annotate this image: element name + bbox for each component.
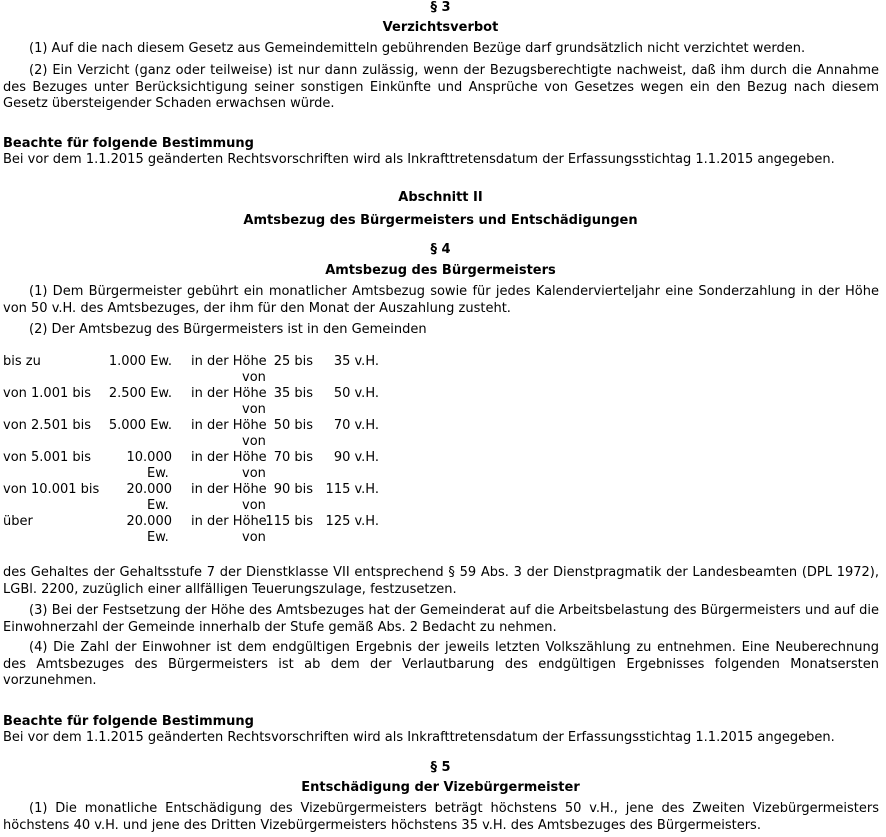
section-number-3: § 3	[430, 0, 451, 15]
row-range-unit: Ew.	[147, 498, 169, 513]
row-pct-from: 35 bis	[273, 386, 313, 401]
row-von: von	[242, 530, 266, 545]
row-range-from: über	[3, 514, 33, 529]
row-range-to: 2.500 Ew.	[108, 386, 172, 401]
row-range-to: 20.000	[126, 514, 172, 529]
row-pct-from: 25 bis	[273, 354, 313, 369]
row-hoehe: in der Höhe	[191, 450, 267, 465]
chapter-title: Amtsbezug des Bürgermeisters und Entschädigungen	[243, 213, 638, 228]
row-range-to: 5.000 Ew.	[108, 418, 172, 433]
row-range-to: 10.000	[126, 450, 172, 465]
row-pct-to: 35 v.H.	[333, 354, 379, 369]
s4-paragraph-4: (4) Die Zahl der Einwohner ist dem endgültigen Ergebnis der jeweils letzten Volkszählung zu entnehmen. Eine Neuberechnung des Amtsbezuges des Bürgermeisters ist ab dem der Verlautbarung des endgültigen Ergebnisses folgenden Monatsersten vorzunehmen.	[3, 640, 879, 688]
row-range-from: bis zu	[3, 354, 41, 369]
row-pct-to: 125 v.H.	[325, 514, 379, 529]
s3-paragraph-2: (2) Ein Verzicht (ganz oder teilweise) ist nur dann zulässig, wenn der Bezugsberechtigte nachweist, daß ihm durch die Annahme des Bezuges unter Berücksichtigung seiner sonstigen Einkünfte und Ansprüche von Gesetzes wegen ein den Bezug nach diesem Gesetz übersteigender Schaden erwachsen würde.	[3, 63, 879, 111]
row-von: von	[242, 466, 266, 481]
row-hoehe: in der Höhe	[191, 514, 267, 529]
chapter-number: Abschnitt II	[398, 190, 483, 205]
row-range-from: von 5.001 bis	[3, 450, 92, 465]
row-von: von	[242, 402, 266, 417]
row-range-from: von 1.001 bis	[3, 386, 92, 401]
row-von: von	[242, 498, 266, 513]
row-range-to: 1.000 Ew.	[108, 354, 172, 369]
row-pct-from: 50 bis	[273, 418, 313, 433]
notice-title-1: Beachte für folgende Bestimmung	[3, 136, 254, 151]
section-title-3: Verzichtsverbot	[382, 20, 499, 35]
row-hoehe: in der Höhe	[191, 354, 267, 369]
s5-paragraph-1: (1) Die monatliche Entschädigung des Vizebürgermeisters beträgt höchstens 50 v.H., jene des Zweiten Vizebürgermeisters höchstens 40 v.H. und jene des Dritten Vizebürgermeisters höchstens 35 v.H. des Amtsbezuges des Bürgermeisters.	[3, 801, 879, 833]
s4-paragraph-after-table: des Gehaltes der Gehaltsstufe 7 der Dienstklasse VII entsprechend § 59 Abs. 3 der Dienstpragmatik der Landesbeamten (DPL 1972), LGBl. 2200, zuzüglich einer allfälligen Teuerungszulage, festzusetzen.	[3, 565, 879, 597]
notice-text-1: Bei vor dem 1.1.2015 geänderten Rechtsvorschriften wird als Inkrafttretensdatum der Erfassungsstichtag 1.1.2015 angegeben.	[3, 152, 835, 167]
row-pct-to: 50 v.H.	[333, 386, 379, 401]
section-title-4: Amtsbezug des Bürgermeisters	[325, 263, 556, 278]
row-pct-to: 70 v.H.	[333, 418, 379, 433]
section-title-5: Entschädigung der Vizebürgermeister	[301, 780, 580, 795]
row-von: von	[242, 370, 266, 385]
section-number-5: § 5	[430, 760, 451, 775]
row-range-from: von 2.501 bis	[3, 418, 92, 433]
s3-paragraph-1: (1) Auf die nach diesem Gesetz aus Gemeindemitteln gebührenden Bezüge darf grundsätzlich nicht verzichtet werden.	[29, 41, 806, 56]
s4-paragraph-3: (3) Bei der Festsetzung der Höhe des Amtsbezuges hat der Gemeinderat auf die Arbeitsbelastung des Bürgermeisters und auf die Einwohnerzahl der Gemeinde innerhalb der Stufe gemäß Abs. 2 Bedacht zu nehmen.	[3, 603, 879, 635]
row-range-from: von 10.001 bis	[3, 482, 100, 497]
row-hoehe: in der Höhe	[191, 418, 267, 433]
row-range-unit: Ew.	[147, 466, 169, 481]
row-pct-to: 115 v.H.	[325, 482, 379, 497]
row-hoehe: in der Höhe	[191, 386, 267, 401]
row-pct-from: 70 bis	[273, 450, 313, 465]
row-range-unit: Ew.	[147, 530, 169, 545]
row-pct-from: 90 bis	[273, 482, 313, 497]
row-hoehe: in der Höhe	[191, 482, 267, 497]
s4-paragraph-2: (2) Der Amtsbezug des Bürgermeisters ist in den Gemeinden	[29, 322, 427, 337]
notice-text-2: Bei vor dem 1.1.2015 geänderten Rechtsvorschriften wird als Inkrafttretensdatum der Erfassungsstichtag 1.1.2015 angegeben.	[3, 730, 835, 745]
row-pct-from: 115 bis	[265, 514, 313, 529]
row-von: von	[242, 434, 266, 449]
notice-title-2: Beachte für folgende Bestimmung	[3, 714, 254, 729]
row-pct-to: 90 v.H.	[333, 450, 379, 465]
s4-paragraph-1: (1) Dem Bürgermeister gebührt ein monatlicher Amtsbezug sowie für jedes Kalendervierteljahr eine Sonderzahlung in der Höhe von 50 v.H. des Amtsbezuges, der ihm für den Monat der Auszahlung zusteht.	[3, 284, 879, 316]
section-number-4: § 4	[430, 242, 451, 257]
row-range-to: 20.000	[126, 482, 172, 497]
